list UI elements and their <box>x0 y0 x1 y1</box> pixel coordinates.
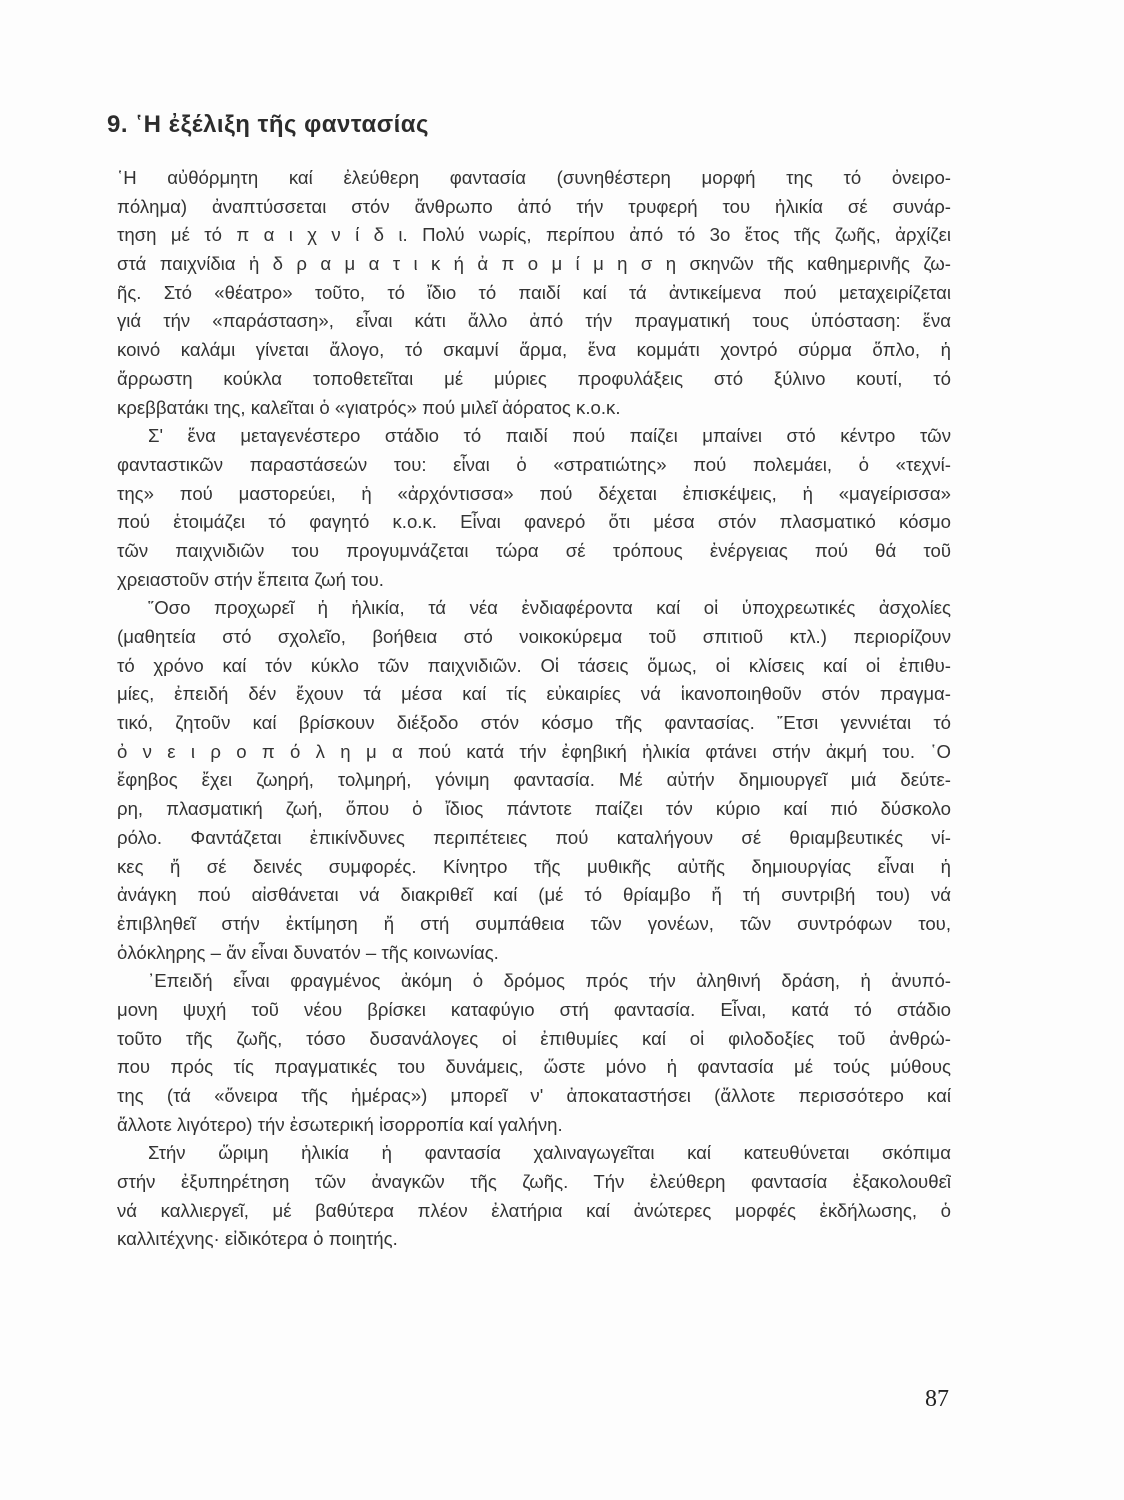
text-line: στήν ἐξυπηρέτηση τῶν ἀναγκῶν τῆς ζωῆς. Τήν ἐλεύθερη φαντασία ἐξακολουθεῖ <box>117 1171 951 1193</box>
text-line: ἄλλοτε λιγότερο) τήν ἐσωτερική ἰσορροπία καί γαλήνη. <box>117 1113 563 1135</box>
text-line: χρειαστοῦν στήν ἔπειτα ζωή του. <box>117 568 384 590</box>
text-line: τοῦτο τῆς ζωῆς, τόσο δυσανάλογες οἱ ἐπιθυμίες καί οἱ φιλοδοξίες τοῦ ἀνθρώ- <box>117 1027 951 1049</box>
text-line: ἄρρωστη κούκλα τοποθετεῖται μέ μύριες προφυλάξεις στό ξύλινο κουτί, τό <box>117 367 951 389</box>
text-line: ρη, πλασματική ζωή, ὅπου ὁ ἴδιος πάντοτε παίζει τόν κύριο καί πιό δύσκολο <box>117 798 951 820</box>
text-line: ὁλόκληρης – ἄν εἶναι δυνατόν – τῆς κοινωνίας. <box>117 941 499 963</box>
text-line: καλλιτέχνης· εἰδικότερα ὁ ποιητής. <box>117 1228 398 1250</box>
text-line: ἔφηβος ἔχει ζωηρή, τολμηρή, γόνιμη φαντασία. Μέ αὐτήν δημιουργεῖ μιά δεύτε- <box>117 769 951 791</box>
text-line: πού ἑτοιμάζει τό φαγητό κ.ο.κ. Εἶναι φανερό ὅτι μέσα στόν πλασματικό κόσμο <box>117 511 951 533</box>
text-line: ἐπιβληθεῖ στήν ἐκτίμηση ἤ στή συμπάθεια τῶν γονέων, τῶν συντρόφων του, <box>117 912 951 934</box>
text-line: ῾Η αὐθόρμητη καί ἐλεύθερη φαντασία (συνηθέστερη μορφή της τό ὀνειρο- <box>117 167 951 188</box>
text-line: ᾽Επειδή εἶναι φραγμένος ἀκόμη ὁ δρόμος πρός τήν ἀληθινή δράση, ἡ ἀνυπό- <box>148 970 951 992</box>
text-line: (μαθητεία στό σχολεῖο, βοήθεια στό νοικοκύρεμα τοῦ σπιτιοῦ κτλ.) περιορίζουν <box>117 626 951 647</box>
text-line: Σ' ἕνα μεταγενέστερο στάδιο τό παιδί πού παίζει μπαίνει στό κέντρο τῶν <box>148 425 951 447</box>
text-line: ῞Οσο προχωρεῖ ἡ ἡλικία, τά νέα ἐνδιαφέροντα καί οἱ ὑποχρεωτικές ἀσχολίες <box>148 597 951 619</box>
text-line: που πρός τίς πραγματικές του δυνάμεις, ὥστε μόνο ἡ φαντασία μέ τούς μύθους <box>117 1056 951 1078</box>
text-line: στά παιχνίδια ἡ δ ρ α μ α τ ι κ ή ἀ π ο μ ί μ η σ η σκηνῶν τῆς καθημερινῆς ζω- <box>117 253 951 275</box>
text-line: πόλημα) ἀναπτύσσεται στόν ἄνθρωπο ἀπό τήν τρυφερή του ἡλικία σέ συνάρ- <box>117 195 951 217</box>
text-line: της (τά «ὄνειρα τῆς ἡμέρας») μπορεῖ ν' ἀποκαταστήσει (ἄλλοτε περισσότερο καί <box>117 1085 951 1106</box>
text-line: μίες, ἐπειδή δέν ἔχουν τά μέσα καί τίς εὐκαιρίες νά ἱκανοποιηθοῦν στόν πραγμα- <box>117 683 951 705</box>
text-line: νά καλλιεργεῖ, μέ βαθύτερα πλέον ἐλατήρια καί ἀνώτερες μορφές ἐκδήλωσης, ὁ <box>117 1199 951 1221</box>
page-number: 87 <box>925 1386 949 1412</box>
text-line: ῆς. Στό «θέατρο» τοῦτο, τό ἴδιο τό παιδί καί τά ἀντικείμενα πού μεταχειρίζεται <box>117 281 951 303</box>
text-line: τῶν παιχνιδιῶν του προγυμνάζεται τώρα σέ τρόπους ἐνέργειας πού θά τοῦ <box>117 539 951 561</box>
text-line: της» πού μαστορεύει, ἡ «ἀρχόντισσα» πού δέχεται ἐπισκέψεις, ἡ «μαγείρισσα» <box>117 482 951 504</box>
text-line: ρόλο. Φαντάζεται ἐπικίνδυνες περιπέτειες πού καταλήγουν σέ θριαμβευτικές νί- <box>117 826 951 848</box>
text-line: γιά τήν «παράσταση», εἶναι κάτι ἄλλο ἀπό τήν πραγματική τους ὑπόσταση: ἕνα <box>117 310 951 332</box>
text-line: κες ἤ σέ δεινές συμφορές. Κίνητρο τῆς μυθικῆς αὐτῆς δημιουργίας εἶναι ἡ <box>117 855 951 877</box>
text-line: τό χρόνο καί τόν κύκλο τῶν παιχνιδιῶν. Οἱ τάσεις ὅμως, οἱ κλίσεις καί οἱ ἐπιθυ- <box>117 654 951 676</box>
text-line: μονη ψυχή τοῦ νέου βρίσκει καταφύγιο στή φαντασία. Εἶναι, κατά τό στάδιο <box>117 998 951 1020</box>
text-line: Στήν ὥριμη ἡλικία ἡ φαντασία χαλιναγωγεῖται καί κατευθύνεται σκόπιμα <box>148 1142 951 1164</box>
text-line: ἀνάγκη πού αἰσθάνεται νά διακριθεῖ καί (μέ τό θρίαμβο ἤ τή συντριβή του) νά <box>117 884 951 906</box>
text-line: τηση μέ τό π α ι χ ν ί δ ι. Πολύ νωρίς, περίπου ἀπό τό 3ο ἔτος τῆς ζωῆς, ἀρχίζει <box>117 224 951 246</box>
text-line: κρεββατάκι της, καλεῖται ὁ «γιατρός» πού μιλεῖ ἀόρατος κ.ο.κ. <box>117 396 621 418</box>
text-line: τικό, ζητοῦν καί βρίσκουν διέξοδο στόν κόσμο τῆς φαντασίας. ῎Ετσι γεννιέται τό <box>117 712 951 734</box>
text-line: κοινό καλάμι γίνεται ἄλογο, τό σκαμνί ἅρμα, ἕνα κομμάτι χοντρό σύρμα ὅπλο, ἡ <box>117 339 951 361</box>
section-heading: 9. ῾Η ἐξέλιξη τῆς φαντασίας <box>107 111 430 138</box>
text-line: ὀ ν ε ι ρ ο π ό λ η μ α πού κατά τήν ἐφηβική ἡλικία φτάνει στήν ἀκμή του. ῾Ο <box>117 740 951 762</box>
body-text <box>117 164 951 1254</box>
text-line: φανταστικῶν παραστάσεών του: εἶναι ὁ «στρατιώτης» πού πολεμάει, ὁ «τεχνί- <box>117 453 951 475</box>
